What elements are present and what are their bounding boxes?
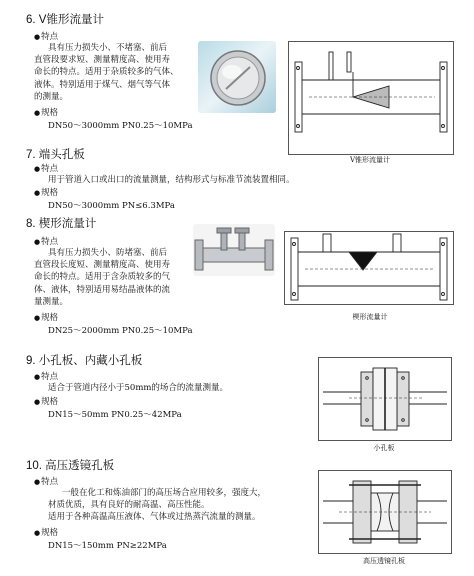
lens-orifice-diagram (318, 470, 452, 554)
body-line: 直管段要求短、测量精度高、使用寿 (34, 55, 171, 66)
section-7-specs-label: ● 规格 (34, 186, 58, 198)
section-9-spec: DN15～50mm PN0.25～42MPa (48, 410, 182, 420)
wedge-meter-photo (193, 224, 275, 276)
body-line: 适合于管道内径小于50mm的场合的流量测量。 (48, 383, 228, 393)
body-line: 量测量。 (34, 296, 69, 307)
section-7-spec: DN50～3000mm PN≤6.3MPa (48, 201, 175, 211)
section-8-spec: DN25～2000mm PN0.25～10MPa (48, 326, 193, 336)
section-8-title: 8. 楔形流量计 (26, 218, 97, 230)
section-6-title: 6. V锥形流量计 (26, 14, 104, 26)
section-7-title: 7. 端头孔板 (26, 149, 85, 161)
body-line: 直管段长度短、测量精度高、使用寿 (34, 260, 171, 271)
section-6-body (34, 42, 196, 103)
section-9-specs-label: ● 规格 (34, 395, 58, 407)
lens-orifice-caption: 高压透镜孔板 (363, 557, 405, 565)
body-line: 用于管道入口或出口的流量测量，结构形式与标准节流装置相同。 (48, 175, 295, 185)
body-line: 的测量。 (34, 91, 69, 102)
section-6-features-label: ● 特点 (34, 30, 58, 42)
body-line: 具有压力损失小、不堵塞、前后 (48, 43, 168, 53)
section-8-body (34, 247, 196, 308)
v-cone-photo (198, 41, 276, 113)
body-line: 命长的特点。适用于杂质较多的气体、 (34, 67, 179, 78)
body-line: 液体。特别适用于煤气、烟气等气体 (34, 79, 171, 90)
wedge-meter-caption: 楔形流量计 (352, 313, 388, 321)
section-10-title: 10. 高压透镜孔板 (26, 460, 115, 472)
body-line: 命长的特点。适用于含杂质较多的气 (34, 272, 171, 283)
section-9-title: 9. 小孔板、内藏小孔板 (26, 355, 143, 367)
section-10-spec: DN15～150mm PN≥22MPa (48, 541, 167, 551)
section-10-specs-label: ● 规格 (34, 526, 58, 538)
small-orifice-diagram (318, 357, 452, 441)
v-cone-caption: V锥形流量计 (349, 156, 391, 164)
section-7-body (48, 174, 338, 186)
body-line: 体、液体，特别适用易结晶液体的流 (34, 284, 171, 295)
v-cone-diagram (288, 41, 454, 155)
section-10-body (48, 487, 318, 524)
body-line: 具有压力损失小、防堵塞、前后 (48, 248, 168, 258)
section-9-body (48, 382, 288, 394)
body-line: 一般在化工和炼油部门的高压场合应用较多，强度大， (62, 488, 267, 498)
section-7-features-label: ● 特点 (34, 162, 58, 174)
body-line: 适用于各种高温高压液体、气体或过热蒸汽流量的测量。 (48, 512, 261, 523)
section-8-specs-label: ● 规格 (34, 311, 58, 323)
wedge-meter-diagram (284, 231, 454, 305)
section-8-features-label: ● 特点 (34, 235, 58, 247)
body-line: 材质优质，具有良好的耐高温、高压性能。 (48, 500, 210, 511)
small-orifice-caption: 小孔板 (373, 444, 395, 452)
section-6-spec: DN50～3000mm PN0.25～10MPa (48, 121, 193, 131)
section-6-specs-label: ● 规格 (34, 106, 58, 118)
section-9-features-label: ● 特点 (34, 370, 58, 382)
section-10-features-label: ● 特点 (34, 475, 58, 487)
